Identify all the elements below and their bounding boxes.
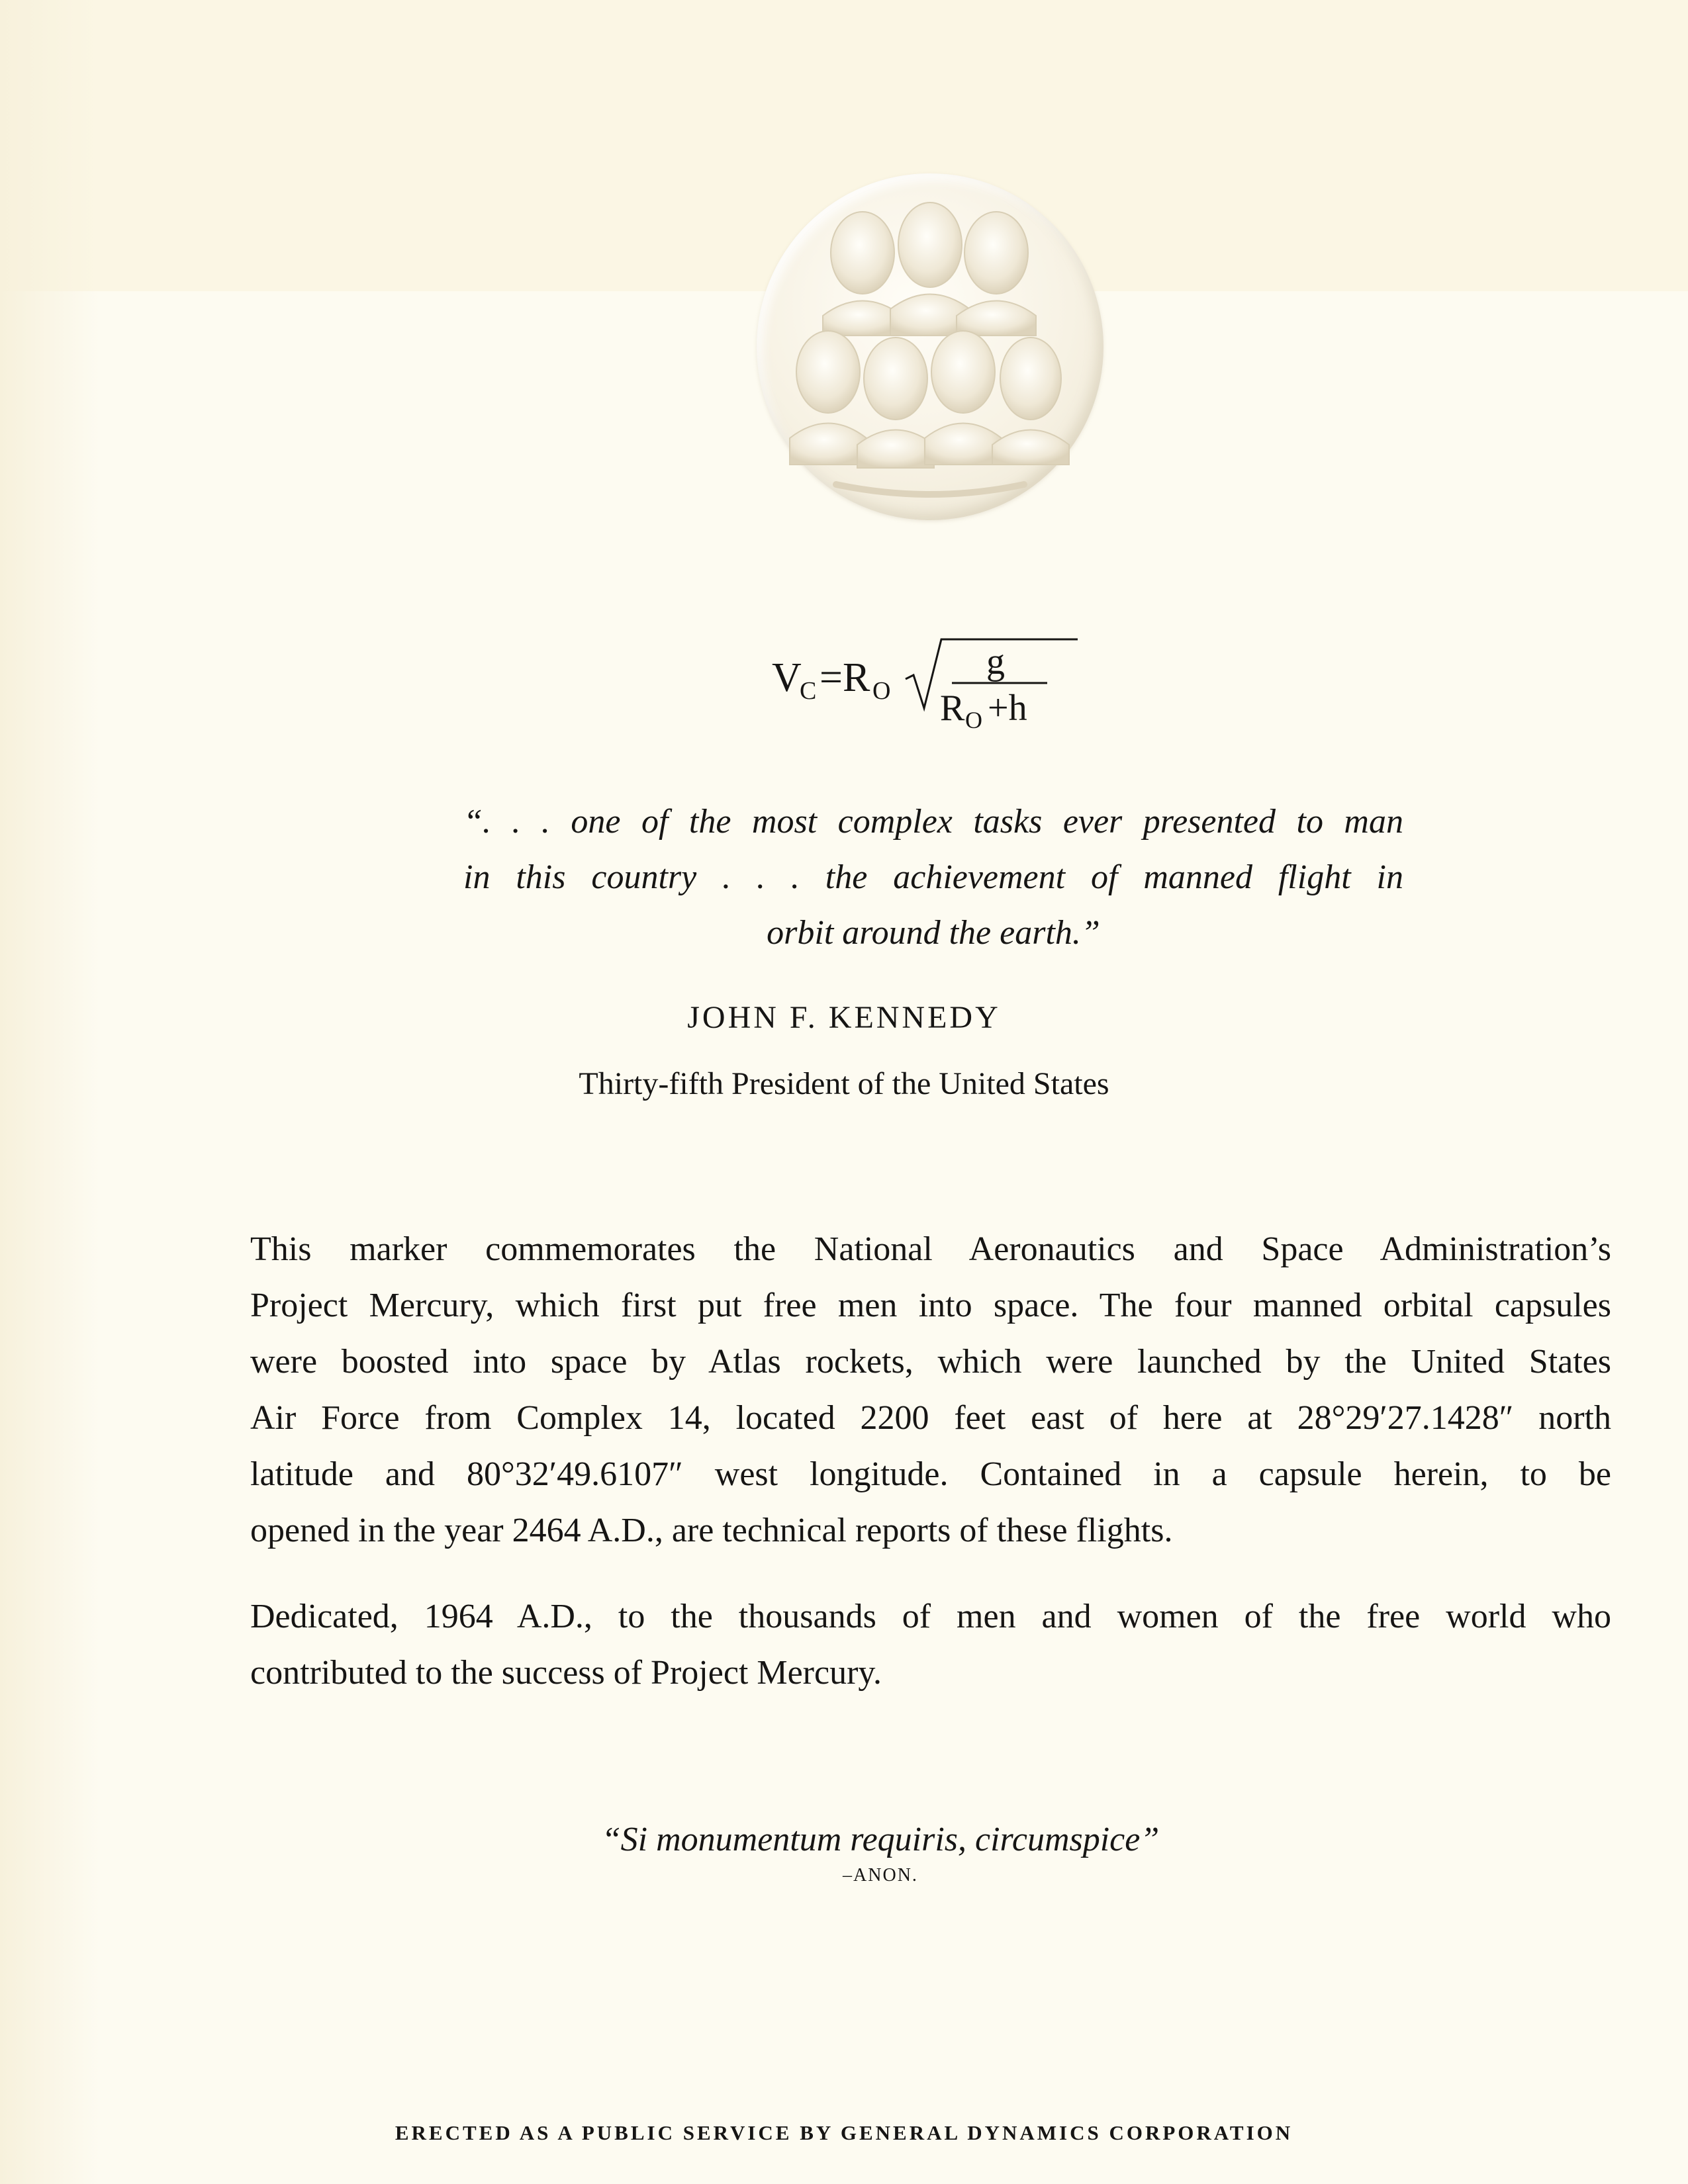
paragraph-line: Dedicated, 1964 A.D., to the thousands of men and women of the free world who [250,1598,1611,1635]
paragraph-line: Project Mercury, which first put free men into space. The four manned orbital capsules [250,1287,1611,1324]
formula-denominator-plus-h: +h [988,688,1027,729]
orbital-velocity-formula [768,635,1086,735]
embossed-medallion [757,173,1103,520]
formula-denominator-r: R [940,688,965,729]
quote-line-1: “. . . one of the most complex tasks ever presented to man [463,803,1403,841]
author-name: JOHN F. KENNEDY [687,1000,1001,1035]
footer-credit: ERECTED AS A PUBLIC SERVICE BY GENERAL DYNAMICS CORPORATION [395,2121,1293,2144]
latin-motto: “Si monumentum requiris, circumspice” [601,1821,1160,1858]
commemoration-paragraph [250,1221,1611,1559]
paragraph-line: were boosted into space by Atlas rockets, which were launched by the United States [250,1343,1611,1381]
quote-line-2: in this country . . . the achievement of manned flight in [463,858,1403,896]
formula-v: V [772,655,802,700]
formula-subscript-o: O [872,677,891,705]
paragraph-line: Air Force from Complex 14, located 2200 feet east of here at 28°29′27.1428″ north [250,1399,1611,1437]
formula-graphic [768,635,1086,735]
formula-subscript-c: C [800,677,817,705]
paragraph-line: opened in the year 2464 A.D., are technical reports of these flights. [250,1512,1173,1549]
kennedy-quote [463,794,1403,961]
quote-line-3: orbit around the earth.” [767,914,1100,952]
paragraph-line: This marker commemorates the National Aeronautics and Space Administration’s [250,1230,1611,1268]
paragraph-line: contributed to the success of Project Mercury. [250,1654,882,1692]
motto-attribution: –ANON. [843,1865,918,1886]
formula-denominator-subscript-o: O [965,707,982,733]
paragraph-line: latitude and 80°32′49.6107″ west longitude. Contained in a capsule herein, to be [250,1455,1611,1493]
formula-equals-r: =R [820,655,870,700]
dedication-paragraph [250,1588,1611,1701]
author-title: Thirty-fifth President of the United States [579,1066,1109,1101]
astronaut-portraits-emboss [757,173,1103,520]
formula-numerator: g [986,641,1005,682]
